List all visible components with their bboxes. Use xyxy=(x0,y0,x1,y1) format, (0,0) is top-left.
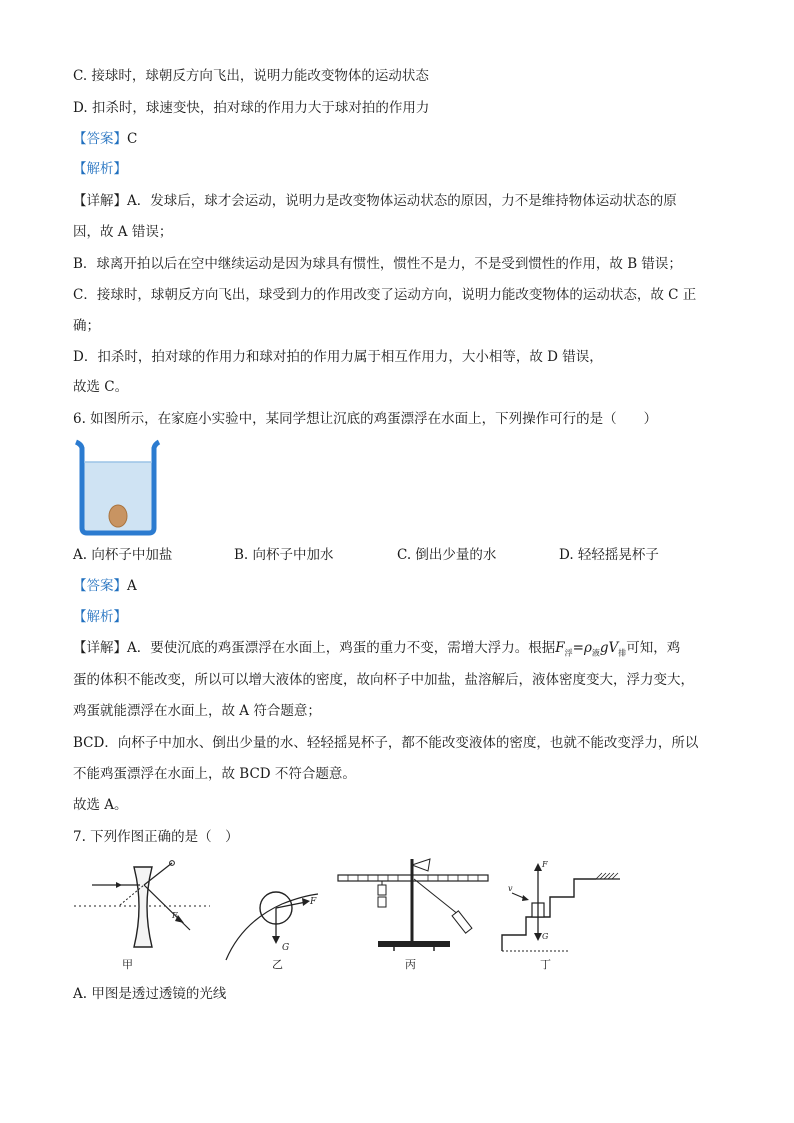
f-block-label: F xyxy=(542,860,548,869)
q5-option-d: D. 扣杀时，球速变快，拍对球的作用力大于球对拍的作用力 xyxy=(73,100,430,116)
q6-detail-4: BCD．向杯子中加水、倒出少量的水、轻轻摇晃杯子，都不能改变液体的密度，也就不能改变浮力，所以 xyxy=(73,735,699,751)
q6-option-c: C. 倒出少量的水 xyxy=(397,547,497,563)
q6-option-a: A. 向杯子中加盐 xyxy=(73,547,173,563)
g-block-label: G xyxy=(542,932,549,941)
q5-detail-d: D．扣杀时，拍对球的作用力和球对拍的作用力属于相互作用力，大小相等，故 D 错误， xyxy=(73,349,603,365)
q6-option-d: D. 轻轻摇晃杯子 xyxy=(559,547,659,563)
q5-option-c: C. 接球时，球朝反方向飞出，说明力能改变物体的运动状态 xyxy=(73,68,429,84)
f-lens-label: F xyxy=(172,911,178,920)
v-block-label: v xyxy=(508,884,513,893)
formula-v: V xyxy=(608,640,619,656)
q6-option-b: B. 向杯子中加水 xyxy=(234,547,334,563)
q6-detail-5: 不能鸡蛋漂浮在水面上，故 BCD 不符合题意。 xyxy=(73,766,356,782)
f-label: F xyxy=(310,897,317,907)
q6-detail-3: 鸡蛋就能漂浮在水面上，故 A 符合题意； xyxy=(73,703,321,719)
caption-yi: 乙 xyxy=(272,958,283,971)
answer-tag: 【答案】 xyxy=(73,578,127,594)
figure-yi-ball xyxy=(222,862,332,962)
beaker-egg-figure xyxy=(73,438,163,536)
q5-conclusion: 故选 C。 xyxy=(73,379,129,395)
q5-detail-a1: 【详解】A．发球后，球才会运动，说明力是改变物体运动状态的原因，力不是维持物体运动状态的原 xyxy=(73,193,677,209)
figure-jia-lens xyxy=(72,855,212,970)
figure-ding-block xyxy=(498,855,628,960)
buoyancy-formula xyxy=(555,640,626,656)
detail-text: 【详解】A．要使沉底的鸡蛋漂浮在水面上，鸡蛋的重力不变，需增大浮力。根据 xyxy=(73,640,556,656)
figure-bing-lever xyxy=(334,855,494,965)
q5-detail-c1: C．接球时，球朝反方向飞出，球受到力的作用改变了运动方向，说明力能改变物体的运动状态，故 C 正 xyxy=(73,287,697,303)
answer-value: A xyxy=(127,578,137,594)
q7-option-a: A. 甲图是透过透镜的光线 xyxy=(73,986,227,1002)
formula-eq: = xyxy=(572,640,584,656)
q5-detail-c2: 确； xyxy=(73,318,100,334)
q6-analysis-tag: 【解析】 xyxy=(73,609,127,625)
caption-bing: 丙 xyxy=(405,958,416,971)
answer-tag: 【答案】 xyxy=(73,131,127,147)
formula-f: F xyxy=(555,640,565,656)
formula-rho: ρ xyxy=(583,640,592,656)
q5-answer xyxy=(73,130,137,148)
q5-detail-a2: 因，故 A 错误； xyxy=(73,224,173,240)
caption-jia: 甲 xyxy=(122,958,133,971)
caption-ding: 丁 xyxy=(540,958,551,971)
formula-rho-sub: 液 xyxy=(591,648,600,658)
egg-icon xyxy=(109,505,127,527)
q5-detail-b: B．球离开拍以后在空中继续运动是因为球具有惯性，惯性不是力，不是受到惯性的作用，故 B 错误； xyxy=(73,256,682,272)
q6-conclusion: 故选 A。 xyxy=(73,797,128,813)
detail-text-post: 可知，鸡 xyxy=(626,640,681,656)
formula-g: g xyxy=(599,640,609,656)
formula-v-sub: 排 xyxy=(618,648,627,658)
g-ball-label: G xyxy=(282,943,290,953)
answer-value: C xyxy=(127,131,138,147)
formula-f-sub: 浮 xyxy=(564,648,573,658)
q6-detail-1 xyxy=(73,639,680,663)
q7-stem: 7. 下列作图正确的是（ ） xyxy=(73,829,239,845)
q6-detail-2: 蛋的体积不能改变，所以可以增大液体的密度，故向杯子中加盐，盐溶解后，液体密度变大，浮力变大， xyxy=(73,672,694,688)
q5-analysis-tag: 【解析】 xyxy=(73,161,127,177)
q6-answer xyxy=(73,577,137,595)
q6-stem: 6. 如图所示，在家庭小实验中，某同学想让沉底的鸡蛋漂浮在水面上，下列操作可行的是（ ） xyxy=(73,411,658,427)
